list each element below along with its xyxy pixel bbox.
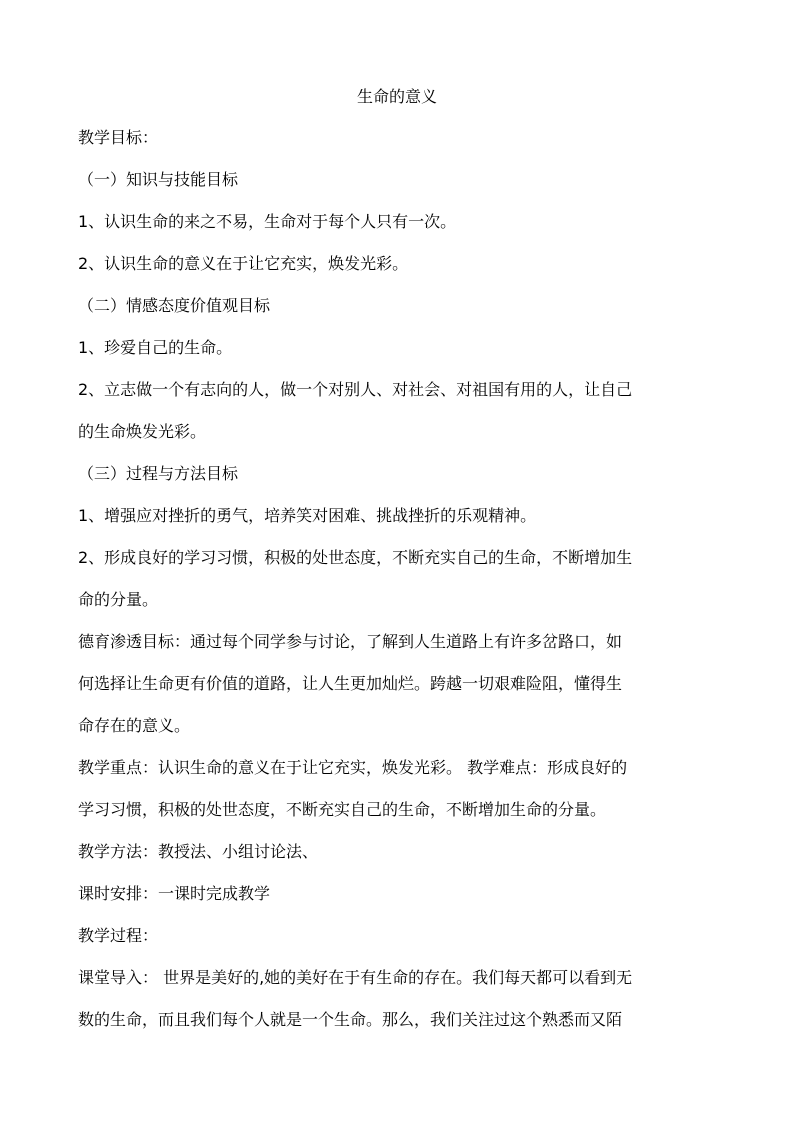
text-line: 何选择让生命更有价值的道路，让人生更加灿烂。跨越一切艰难险阻，懂得生 [78, 674, 623, 693]
text-line: 的生命焕发光彩。 [78, 422, 207, 441]
heading-teaching-objectives: 教学目标： [78, 128, 159, 147]
text-line: 学习习惯，积极的处世态度，不断充实自己的生命，不断增加生命的分量。 [78, 800, 607, 819]
text-line: 教学重点：认识生命的意义在于让它充实，焕发光彩。 教学难点：形成良好的 [78, 758, 628, 777]
text-line: 命的分量。 [78, 590, 159, 609]
text-line: 1、珍爱自己的生命。 [78, 338, 233, 357]
text-line: 课时安排：一课时完成教学 [78, 884, 271, 903]
text-line: 2、形成良好的学习习惯，积极的处世态度，不断充实自己的生命，不断增加生 [78, 548, 633, 567]
document-title: 生命的意义 [356, 87, 437, 106]
heading-teaching-process: 教学过程： [78, 926, 159, 945]
text-line: 命存在的意义。 [78, 716, 191, 735]
text-line: 数的生命，而且我们每个人就是一个生命。那么，我们关注过这个熟悉而又陌 [78, 1010, 623, 1029]
heading-emotion-values: （二）情感态度价值观目标 [78, 296, 271, 315]
heading-knowledge-skills: （一）知识与技能目标 [78, 170, 239, 189]
text-line: 1、增强应对挫折的勇气，培养笑对困难、挑战挫折的乐观精神。 [78, 506, 537, 525]
text-line: 1、认识生命的来之不易，生命对于每个人只有一次。 [78, 212, 457, 231]
heading-process-methods: （三）过程与方法目标 [78, 464, 239, 483]
text-line: 德育渗透目标：通过每个同学参与讨论，了解到人生道路上有许多岔路口，如 [78, 632, 623, 651]
text-line: 课堂导入： 世界是美好的,她的美好在于有生命的存在。我们每天都可以看到无 [78, 968, 633, 987]
text-line: 2、认识生命的意义在于让它充实，焕发光彩。 [78, 254, 409, 273]
text-line: 教学方法：教授法、小组讨论法、 [78, 842, 319, 861]
text-line: 2、立志做一个有志向的人，做一个对别人、对社会、对祖国有用的人，让自己 [78, 380, 633, 399]
